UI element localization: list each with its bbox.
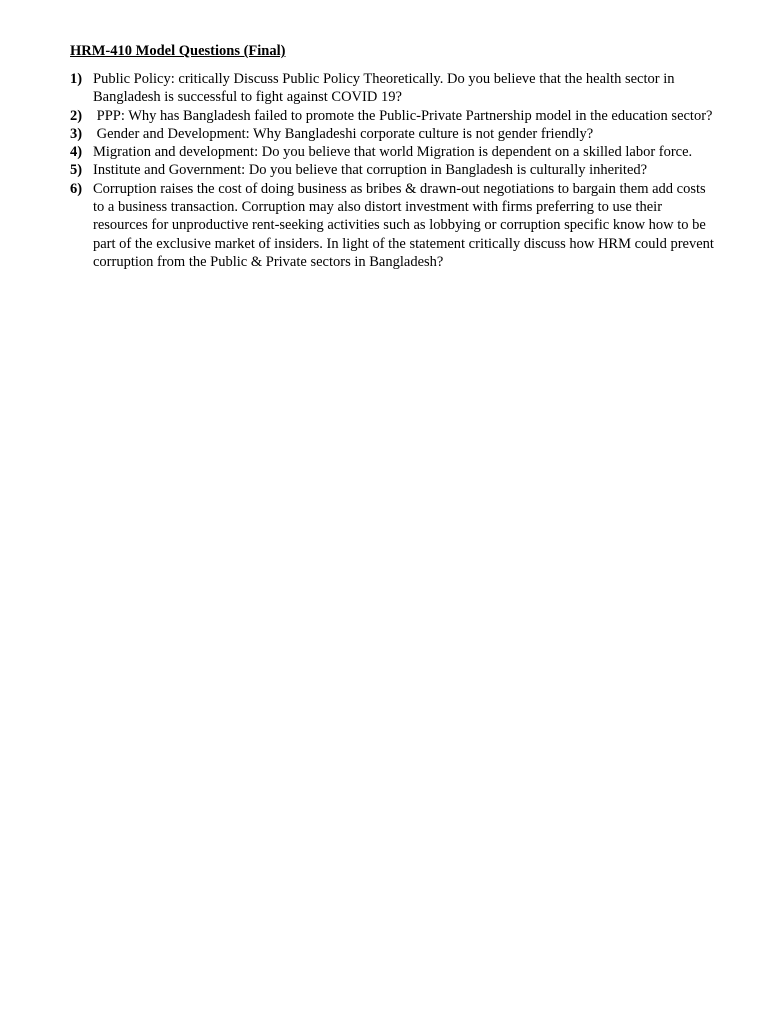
question-text: Migration and development: Do you believe that world Migration is dependent on a skilled labor force. [93,144,693,161]
question-number: 2) [70,107,83,124]
document-content [70,42,720,271]
document-title: HRM-410 Model Questions (Final) [70,43,286,59]
question-item [70,143,720,161]
question-item [70,107,720,125]
question-number: 5) [70,162,83,179]
question-number: 6) [70,180,83,197]
question-number: 4) [70,144,83,161]
question-list [70,70,720,271]
question-number: 1) [70,71,83,87]
question-text: Gender and Development: Why Bangladeshi corporate culture is not gender friendly? [93,125,594,142]
question-item [70,70,720,107]
question-number: 3) [70,125,83,142]
question-item [70,180,720,271]
question-item [70,161,720,179]
question-text: PPP: Why has Bangladesh failed to promote the Public-Private Partnership model in the education sector? [93,107,713,124]
question-text: Public Policy: critically Discuss Public Policy Theoretically. Do you believe that the health sector in Bangladesh is successful to fight against COVID 19? [93,71,679,106]
question-text: Corruption raises the cost of doing business as bribes & drawn-out negotiations to bargain them add costs to a business transaction. Corruption may also distort investment with firms preferring to use their resources for unproductive rent-seeking activities such as lobbying or corruption specific know how to be part of the exclusive market of insiders. In light of the statement critically discuss how HRM could prevent corruption from the Public & Private sectors in Bangladesh? [93,180,718,270]
question-item [70,125,720,143]
question-text: Institute and Government: Do you believe that corruption in Bangladesh is culturally inherited? [93,162,648,179]
